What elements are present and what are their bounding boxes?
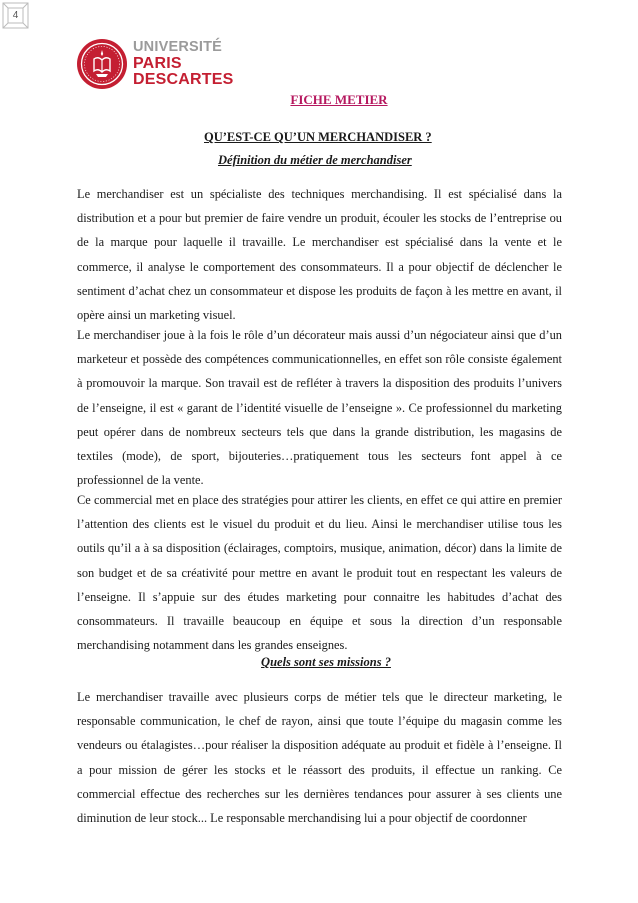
document-subtitle: QU’EST-CE QU’UN MERCHANDISER ? [204, 130, 432, 144]
document-title: FICHE METIER [290, 92, 388, 107]
paragraph-roles: Le merchandiser joue à la fois le rôle d’un décorateur mais aussi d’un négociateur ainsi que d’un marketeur et possède des compétences communicationnelles, en effet son rôle consiste également à promouvoir la marque. Son travail est de refléter à travers la disposition des produits l’univers de l’enseigne, il est « garant de l’identité visuelle de l’enseigne ». Ce professionnel du marketing peut opérer dans de nombreux secteurs tels que dans la grande distribution, les magasins de textiles (mode), de sport, bijouteries…pratiquement tous les secteurs font appel à ce professionnel de la vente. [77, 328, 562, 488]
university-logo [76, 38, 234, 90]
paragraph-missions: Le merchandiser travaille avec plusieurs corps de métier tels que le directeur marketing, le responsable communication, le chef de rayon, ainsi que toute l’équipe du magasin comme les vendeurs ou étalagistes…pour réaliser la disposition adéquate au produit et fidèle à l’enseigne. Il a pour mission de gérer les stocks et le réassort des produits, il effectue un ranking. Ce commercial effectue des recherches sur les dernières tendances pour assurer à ses clients une diminution de leur stock... Le responsable merchandising lui a pour objectif de coordonner [77, 690, 562, 826]
university-name [133, 39, 233, 89]
university-seal-icon [76, 38, 128, 90]
paragraph-strategies: Ce commercial met en place des stratégies pour attirer les clients, en effet ce qui attire en premier l’attention des clients est le visuel du produit et du lieu. Ainsi le merchandiser utilise tous les outils qu’il a à sa disposition (éclairages, comptoirs, musique, animation, décor) dans la limite de son budget et de sa créativité pour mettre en avant le produit tout en respectant les valeurs de l’enseigne. Il s’appuie sur des études marketing pour connaitre les habitudes d’achat des consommateurs. Il travaille beaucoup en équipe et sous la direction d’un responsable merchandising notamment dans les grandes enseignes. [77, 493, 562, 653]
logo-line-paris: PARIS [133, 54, 182, 72]
paragraph-intro: Le merchandiser est un spécialiste des techniques merchandising. Il est spécialisé dans la distribution et a pour but premier de faire vendre un produit, écouler les stocks de l’entreprise ou de la marque pour laquelle il travaille. Le merchandiser est spécialisé dans la vente et le commerce, il analyse le comportement des consommateurs. Il a pour objectif de déclencher le sentiment d’achat chez un consommateur et dispose les produits de façon à les mettre en avant, il opère ainsi un marketing visuel. [77, 187, 562, 323]
missions-heading: Quels sont ses missions ? [261, 655, 391, 669]
logo-line-universite: UNIVERSITÉ [133, 39, 223, 55]
page-number: 4 [12, 10, 19, 21]
page-number-badge [2, 2, 29, 29]
definition-heading: Définition du métier de merchandiser [218, 153, 412, 167]
logo-line-descartes: DESCARTES [133, 71, 234, 88]
